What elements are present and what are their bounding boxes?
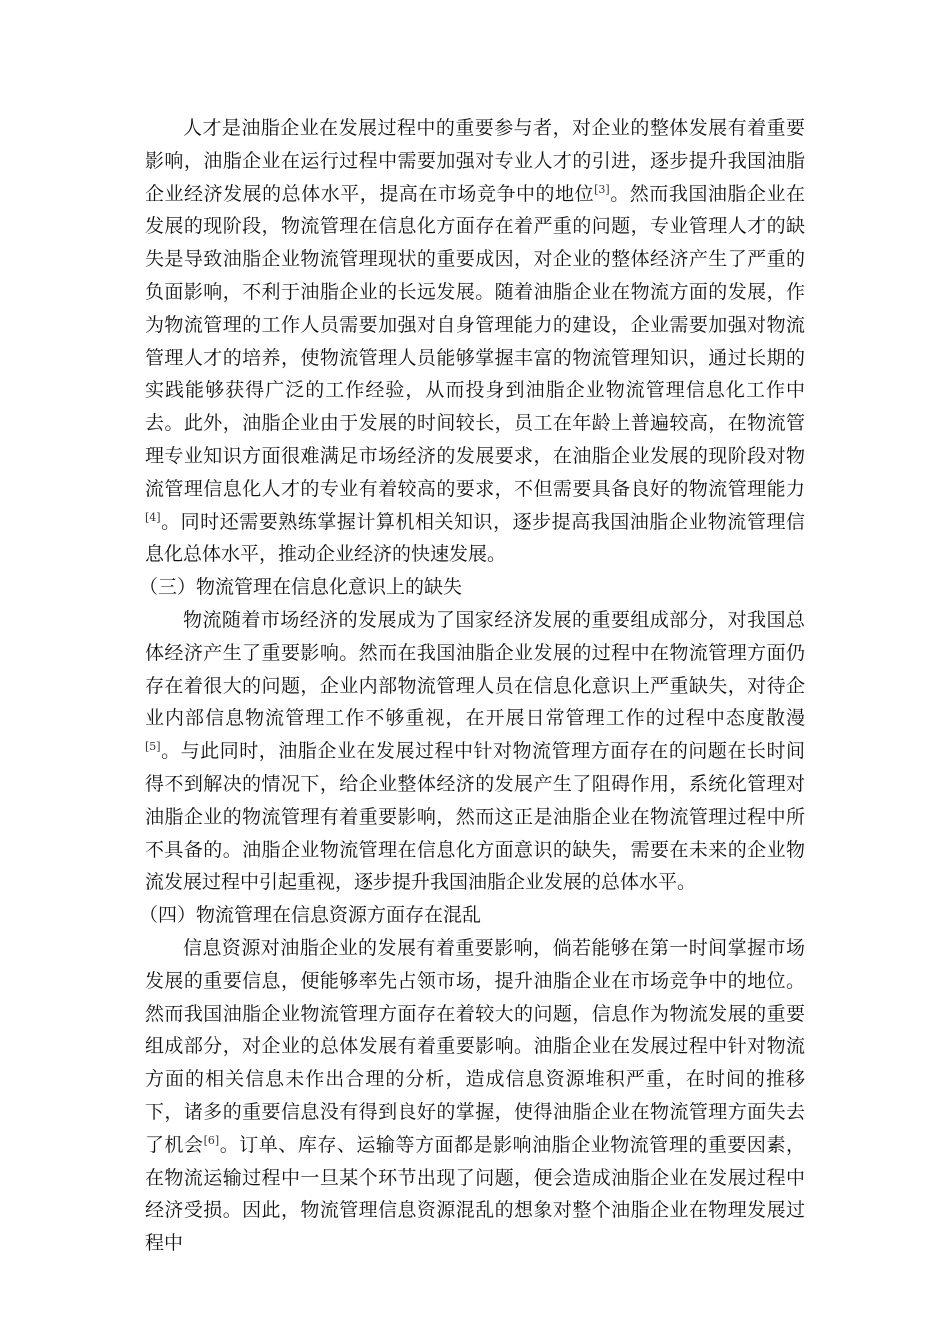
citation-3: [3] (594, 182, 610, 196)
heading-text: （三）物流管理在信息化意识上的缺失 (139, 576, 463, 599)
section-heading-3 (139, 571, 805, 604)
heading-text: （四）物流管理在信息资源方面存在混乱 (139, 904, 482, 927)
paragraph-information (145, 932, 805, 1260)
paragraph-text: 。与此同时，油脂企业在发展过程中针对物流管理方面存在的问题在长时间得不到解决的情况下，给企业整体经济的发展产生了阻碍作用，系统化管理对油脂企业的物流管理有着重要影响，然而这正是油脂企业在物流管理过程中所不具备的。油脂企业物流管理在信息化方面意识的缺失，需要在未来的企业物流发展过程中引起重视，逐步提升我国油脂企业发展的总体水平。 (145, 740, 805, 894)
paragraph-text: 人才是油脂企业在发展过程中的重要参与者，对企业的整体发展有着重要影响，油脂企业在运行过程中需要加强对专业人才的引进，逐步提升我国油脂企业经济发展的总体水平，提高在市场竞争中的地位 (145, 117, 805, 205)
section-heading-4 (139, 899, 805, 932)
document-page (139, 112, 805, 1260)
citation-4: [4] (145, 510, 161, 524)
paragraph-text: 。然而我国油脂企业在发展的现阶段，物流管理在信息化方面存在着严重的问题，专业管理人才的缺失是导致油脂企业物流管理现状的重要成因，对企业的整体经济产生了严重的负面影响，不利于油脂企业的长远发展。随着油脂企业在物流方面的发展，作为物流管理的工作人员需要加强对自身管理能力的建设，企业需要加强对物流管理人才的培养，使物流管理人员能够掌握丰富的物流管理知识，通过长期的实践能够获得广泛的工作经验，从而投身到油脂企业物流管理信息化工作中去。此外，油脂企业由于发展的时间较长，员工在年龄上普遍较高，在物流管理专业知识方面很难满足市场经济的发展要求，在油脂企业发展的现阶段对物流管理信息化人才的专业有着较高的要求，不但需要具备良好的物流管理能力 (145, 182, 805, 500)
citation-5: [5] (145, 740, 161, 754)
paragraph-text: 。订单、库存、运输等方面都是影响油脂企业物流管理的重要因素，在物流运输过程中一旦某个环节出现了问题，便会造成油脂企业在发展过程中经济受损。因此，物流管理信息资源混乱的想象对整个油脂企业在物理发展过程中 (145, 1133, 805, 1255)
paragraph-text: 。同时还需要熟练掌握计算机相关知识，逐步提高我国油脂企业物流管理信息化总体水平，推动企业经济的快速发展。 (145, 510, 805, 566)
paragraph-text: 信息资源对油脂企业的发展有着重要影响，倘若能够在第一时间掌握市场发展的重要信息，便能够率先占领市场，提升油脂企业在市场竞争中的地位。然而我国油脂企业物流管理方面存在着较大的问题，信息作为物流发展的重要组成部分，对企业的总体发展有着重要影响。油脂企业在发展过程中针对物流方面的相关信息未作出合理的分析，造成信息资源堆积严重，在时间的推移下，诸多的重要信息没有得到良好的掌握，使得油脂企业在物流管理方面失去了机会 (145, 936, 805, 1156)
paragraph-text: 物流随着市场经济的发展成为了国家经济发展的重要组成部分，对我国总体经济产生了重要影响。然而在我国油脂企业发展的过程中在物流管理方面仍存在着很大的问题，企业内部物流管理人员在信息化意识上严重缺失，对待企业内部信息物流管理工作不够重视，在开展日常管理工作的过程中态度散漫 (145, 608, 805, 730)
paragraph-talent (145, 112, 805, 571)
paragraph-awareness (145, 604, 805, 899)
citation-6: [6] (203, 1133, 220, 1147)
